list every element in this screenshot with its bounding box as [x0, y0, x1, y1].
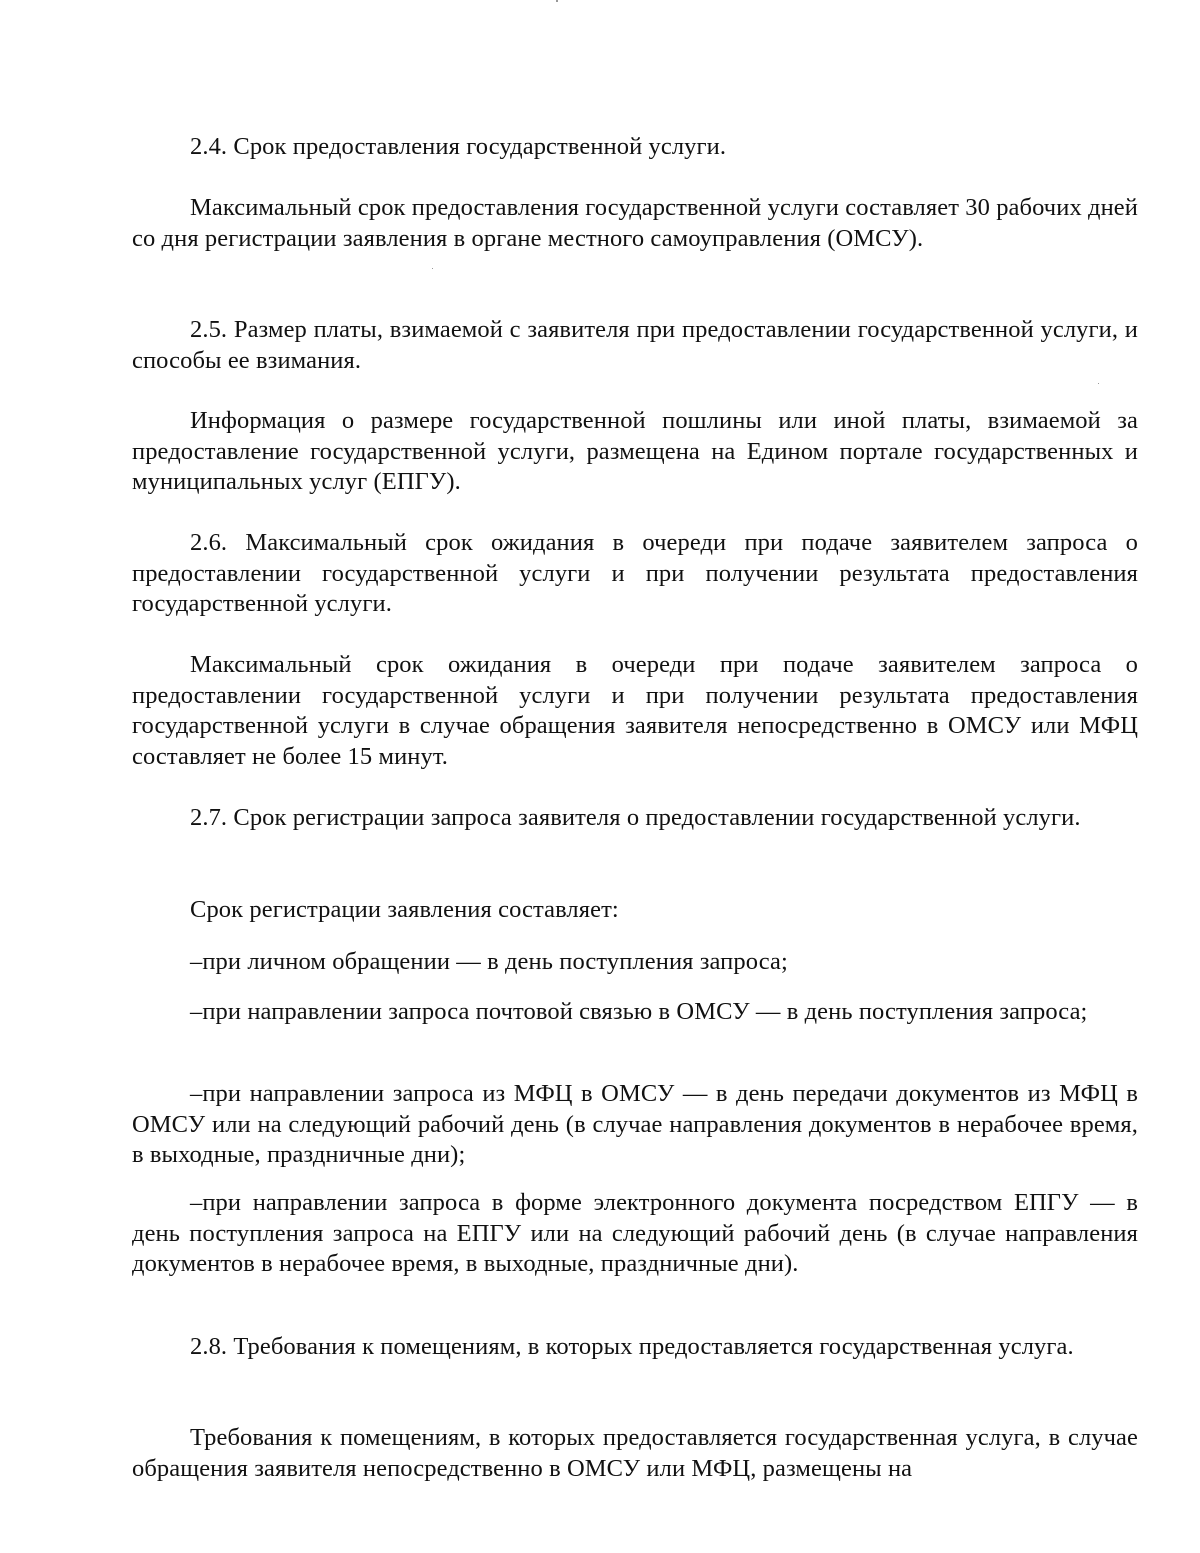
registration-item-epgu: –при направлении запроса в форме электронного документа посредством ЕПГУ — в день поступления запроса на ЕПГУ или на следующий рабочий день (в случае направления документов в нерабочее время, в выходные, праздничные дни).: [132, 1189, 1138, 1277]
registration-item-personal: –при личном обращении — в день поступления запроса;: [190, 948, 788, 975]
section-2-5-text: Информация о размере государственной пошлины или иной платы, взимаемой за предоставление государственной услуги, размещена на Едином портале государственных и муниципальных услуг (ЕПГУ).: [132, 407, 1138, 495]
section-2-4-heading: 2.4. Срок предоставления государственной услуги.: [190, 133, 727, 160]
scan-speck: [556, 0, 558, 2]
section-2-7-heading: 2.7. Срок регистрации запроса заявителя о предоставлении государственной услуги.: [190, 804, 1081, 831]
section-2-4-text: Максимальный срок предоставления государственной услуги составляет 30 рабочих дней со дня регистрации заявления в органе местного самоуправления (ОМСУ).: [132, 194, 1138, 252]
section-2-5-heading: 2.5. Размер платы, взимаемой с заявителя при предоставлении государственной услуги, и способы ее взимания.: [132, 316, 1138, 374]
registration-item-mfc: –при направлении запроса из МФЦ в ОМСУ — в день передачи документов из МФЦ в ОМСУ или на следующий рабочий день (в случае направления документов в нерабочее время, в выходные, праздничные дни);: [132, 1080, 1138, 1168]
section-2-6-text: Максимальный срок ожидания в очереди при подаче заявителем запроса о предоставлении государственной услуги и при получении результата предоставления государственной услуги в случае обращения заявителя непосредственно в ОМСУ или МФЦ составляет не более 15 минут.: [132, 651, 1138, 770]
section-2-8-heading: 2.8. Требования к помещениям, в которых предоставляется государственная услуга.: [190, 1333, 1074, 1360]
scan-speck: [432, 268, 433, 269]
section-2-7-intro: Срок регистрации заявления составляет:: [190, 896, 619, 923]
registration-item-post: –при направлении запроса почтовой связью в ОМСУ — в день поступления запроса;: [190, 998, 1088, 1025]
section-2-8-text: Требования к помещениям, в которых предоставляется государственная услуга, в случае обращения заявителя непосредственно в ОМСУ или МФЦ, размещены на: [132, 1424, 1138, 1482]
scan-speck: [1098, 383, 1099, 384]
section-2-6-heading: 2.6. Максимальный срок ожидания в очереди при подаче заявителем запроса о предоставлении государственной услуги и при получении результата предоставления государственной услуги.: [132, 529, 1138, 617]
